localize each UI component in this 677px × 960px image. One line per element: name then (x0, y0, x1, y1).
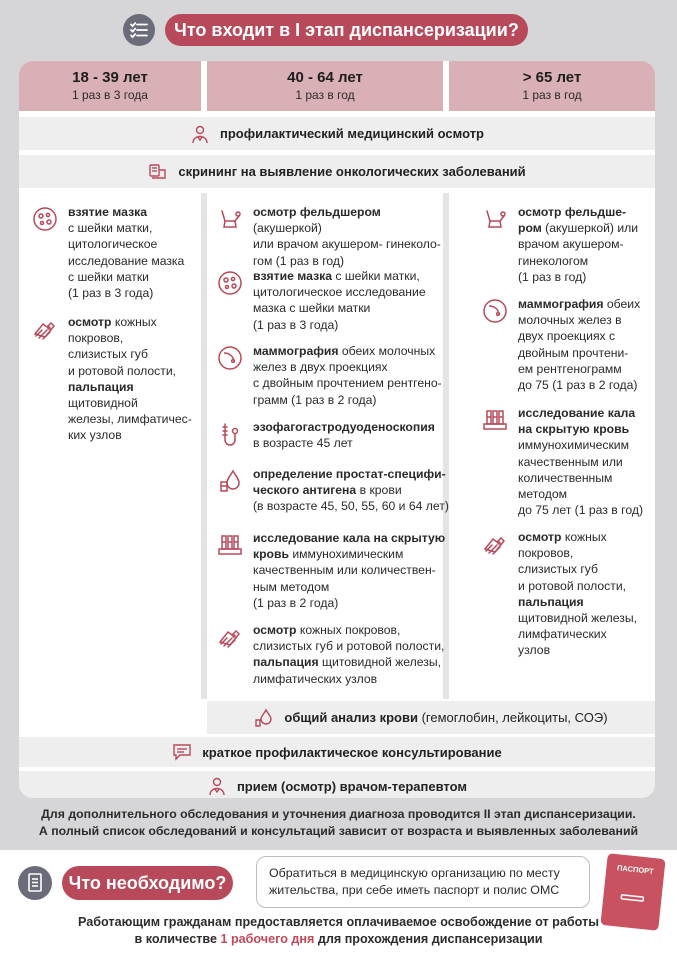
age-group-40-64 (207, 61, 443, 111)
row-medical-exam (19, 117, 655, 150)
item-skin-exam: осмотр кожных покровов, слизистых губ и ротовой полости, пальпация щитовидной железы, лимфатичес- ких узлов (32, 314, 208, 444)
age-frequency: 1 раз в год (295, 88, 355, 102)
breast-icon (217, 345, 243, 371)
item-fecal-test: исследование кала на скрытую кровь иммунохимическим качественным или количествен- ным методом (1 раз в 2 года) (217, 530, 449, 611)
stages-table (19, 61, 655, 798)
hand-skin-icon (32, 316, 58, 342)
age-group-65-plus (449, 61, 655, 111)
item-psa: определение простат-специфи- ческого антигена в крови (в возрасте 45, 50, 55, 60 и 64 лет) (217, 466, 449, 515)
work-highlight: 1 рабочего дня (220, 932, 315, 946)
item-fecal-test: исследование кала на скрытую кровь иммунохимическим качественным или количественным методом до 75 лет (1 раз в год) (482, 405, 655, 518)
item-smear: взятие мазка с шейки матки, цитологическое исследование мазка с шейки матки (1 раз в 3 года) (32, 204, 208, 301)
work-line-2 (0, 931, 677, 948)
hand-skin-icon (482, 531, 508, 557)
passport-label: ПАСПОРТ (616, 863, 655, 877)
item-smear: взятие мазка с шейки матки, цитологическое исследование мазка с шейки матки (1 раз в 3 года) (217, 268, 449, 333)
cell-sample-icon (217, 270, 243, 296)
gyn-chair-icon (217, 206, 243, 232)
age-frequency: 1 раз в год (522, 88, 582, 102)
blood-drop-icon (254, 708, 274, 728)
age-frequency: 1 раз в 3 года (72, 88, 148, 102)
age-title: 18 - 39 лет (72, 69, 148, 86)
requirements-title: Что необходимо? (62, 866, 233, 900)
blood-drop-icon (217, 468, 243, 494)
note-line: А полный список обследований и консультаций зависит от возраста и выявленных заболеваний (38, 824, 639, 838)
doctor-icon (190, 124, 210, 144)
scanner-icon (148, 162, 168, 182)
item-skin-exam: осмотр кожных покровов, слизистых губ и ротовой полости, пальпация щитовидной железы, лимфатических узлов (217, 622, 449, 687)
row-label: профилактический медицинский осмотр (219, 126, 485, 141)
item-mammography: маммография обеих молочных желез в двух проекциях с двойным прочтением рентгено- грамм (1 раз в 2 года) (217, 343, 449, 408)
checklist-icon (123, 14, 155, 46)
column-divider (201, 61, 207, 111)
page-title: Что входит в I этап диспансеризации? (165, 14, 528, 46)
age-title: 40 - 64 лет (287, 69, 363, 86)
document-icon (18, 866, 52, 900)
work-suffix: для прохождения диспансеризации (314, 932, 543, 946)
header (0, 0, 677, 55)
gyn-chair-icon (482, 206, 508, 232)
item-egds: эзофагогастродуоденоскопия в возрасте 45 лет (217, 419, 449, 451)
work-prefix: в количестве (134, 932, 221, 946)
row-therapist (19, 771, 655, 798)
row-label: краткое профилактическое консультирование (202, 744, 502, 760)
doctor-icon (207, 776, 227, 796)
age-title: > 65 лет (522, 69, 582, 86)
row-label: прием (осмотр) врачом-терапевтом (236, 778, 468, 794)
row-oncology-screening (19, 155, 655, 188)
hand-skin-icon (217, 624, 243, 650)
test-tubes-icon (217, 532, 243, 558)
item-gyn-exam: осмотр фельдшером (акушеркой) или врачом акушером- гинеколо- гом (1 раз в год) (217, 204, 449, 269)
column-divider (443, 61, 449, 111)
second-stage-note (0, 806, 677, 840)
endoscope-icon (217, 421, 243, 447)
age-header-row (19, 61, 655, 111)
row-blood-test (207, 701, 655, 734)
row-label: общий анализ крови (284, 710, 418, 725)
item-skin-exam: осмотр кожных покровов, слизистых губ и ротовой полости, пальпация щитовидной железы, лимфатических узлов (482, 529, 655, 659)
work-line: Работающим гражданам предоставляется оплачиваемое освобождение от работы (78, 915, 599, 929)
item-mammography: маммография обеих молочных желез в двух проекциях с двойным прочтени- ем рентгенограмм до 75 (1 раз в 2 года) (482, 296, 655, 393)
breast-icon (482, 298, 508, 324)
row-label-detail: (гемоглобин, лейкоциты, СОЭ) (417, 710, 608, 725)
item-gyn-exam: осмотр фельдше- ром (акушеркой) или врачом акушером- гинекологом (1 раз в год) (482, 204, 655, 285)
requirements-section (0, 850, 677, 960)
note-line: Для дополнительного обследования и уточнения диагноза проводится II этап диспансеризации. (41, 807, 636, 821)
age-group-18-39 (19, 61, 201, 111)
test-tubes-icon (482, 407, 508, 433)
cell-sample-icon (32, 206, 58, 232)
work-leave-note (0, 914, 677, 948)
row-label: скрининг на выявление онкологических заболеваний (178, 164, 526, 179)
chat-icon (172, 742, 192, 762)
requirements-text: Обратиться в медицинскую организацию по месту жительства, при себе иметь паспорт и полис ОМС (256, 856, 590, 908)
row-consultation (19, 737, 655, 767)
